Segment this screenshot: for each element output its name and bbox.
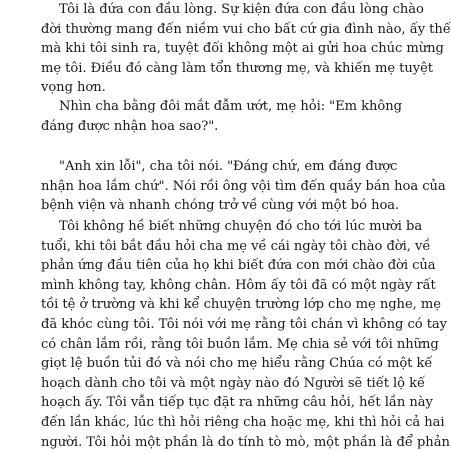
- text-line: đến lần khác, lúc thì hỏi riêng cha hoặc mẹ, khi thì hỏi cả hai: [41, 414, 445, 430]
- paragraph-3: [41, 157, 446, 216]
- text-line: mình không tay, không chân. Hôm ấy tôi đã có một ngày rất: [41, 277, 436, 293]
- text-line: người. Tôi hỏi một phần là do tính tò mò, một phần là để phản: [41, 434, 450, 450]
- text-line: nhận hoa lắm chứ". Nói rồi ông vội tìm đến quầy bán hoa của: [41, 178, 446, 194]
- text-line: Tôi không hề biết những chuyện đó cho tới lúc mười ba: [59, 219, 423, 234]
- text-line: Tôi là đứa con đầu lòng. Sự kiện đứa con đầu lòng chào: [59, 2, 424, 17]
- text-line: đáng được nhận hoa sao?".: [41, 118, 219, 134]
- paragraph-1: [41, 0, 451, 98]
- text-line: có chân lắm rồi, rằng tôi buồn lắm. Mẹ chia sẻ với tôi những: [41, 336, 439, 352]
- paragraph-4: [41, 217, 450, 452]
- text-line: đời thường mang đến niềm vui cho bất cứ gia đình nào, ấy thế: [41, 21, 451, 37]
- text-line: bệnh viện và nhanh chóng trở về cùng với một bó hoa.: [41, 198, 400, 214]
- text-line: phản ứng đầu tiên của họ khi biết đứa con mới chào đời của: [41, 258, 436, 274]
- text-line: Nhìn cha bằng đôi mắt đẫm ướt, mẹ hỏi: "Em không: [59, 99, 402, 114]
- text-line: tuổi, khi tôi bắt đầu hỏi cha mẹ về cái ngày tôi chào đời, về: [41, 238, 431, 254]
- text-line: mẹ tôi. Điều đó càng làm tổn thương mẹ, và khiến mẹ tuyệt: [41, 60, 434, 76]
- text-line: mà khi tôi sinh ra, tuyệt đối không một ai gửi hoa chúc mừng: [41, 41, 444, 57]
- text-line: hoạch ấy. Tôi vẫn tiếp tục đặt ra những câu hỏi, hết lần này: [41, 395, 433, 411]
- paragraph-2: [41, 97, 402, 136]
- text-line: vọng hơn.: [41, 80, 106, 96]
- text-line: đã khóc cùng tôi. Tôi nói với mẹ rằng tôi chán vì không có tay: [41, 316, 448, 332]
- text-line: "Anh xin lỗi", cha tôi nói. "Đáng chứ, em đáng được: [59, 159, 398, 174]
- text-line: tồi tệ ở trường và khi kể chuyện trường lớp cho mẹ nghe, mẹ: [41, 297, 441, 313]
- text-line: giọt lệ buồn tủi đó và nói cho mẹ hiểu rằng Chúa có một kế: [41, 356, 433, 372]
- text-line: hoạch dành cho tôi và một ngày nào đó Người sẽ tiết lộ kế: [41, 375, 425, 391]
